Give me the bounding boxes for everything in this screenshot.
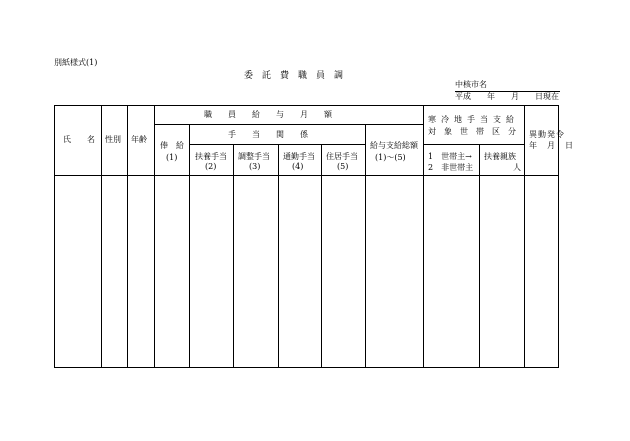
household-option-2: 2 非世帯主 [428,163,474,172]
header-total-pay: 給与支給総額 [370,141,418,150]
header-age: 年齢 [131,135,147,144]
household-option-1: 1 世帯主→ [428,152,472,161]
school-label: 中核市名 [455,80,487,89]
header-cold-household-class: 対象世帯区分 [428,127,524,136]
header-total-range: (1)〜(5) [375,153,406,162]
header-allowance-3: 通勤手当 [283,152,315,161]
header-dependents: 扶養親族 [484,152,516,161]
header-gender: 性別 [105,135,121,144]
header-allowance-3-number: (4) [292,162,304,171]
header-cold-allowance: 寒冷地手当支給 [428,115,519,124]
header-transfer: 異動発令 [529,130,565,139]
header-name: 氏 名 [63,135,95,144]
form-label: 別紙様式(1) [54,58,98,67]
header-allowance-group: 手 当 関 係 [228,130,308,139]
header-allowance-1-number: (2) [205,162,217,171]
header-allowance-1: 扶養手当 [195,152,227,161]
header-allowance-2: 調整手当 [238,152,270,161]
header-salary-group: 職 員 給 与 月 額 [204,110,332,119]
header-allowance-2-number: (3) [249,162,261,171]
header-base-pay-number: (1) [166,153,178,162]
header-dependents-unit: 人 [513,163,521,172]
header-transfer-date: 年 月 日 [529,141,574,150]
page-title: 委 託 費 職 員 調 [244,71,344,81]
date-label: 平成 年 月 日現在 [455,92,559,101]
header-allowance-4-number: (5) [337,162,349,171]
header-allowance-4: 住居手当 [326,152,358,161]
header-base-pay: 俸 給 [160,141,184,150]
